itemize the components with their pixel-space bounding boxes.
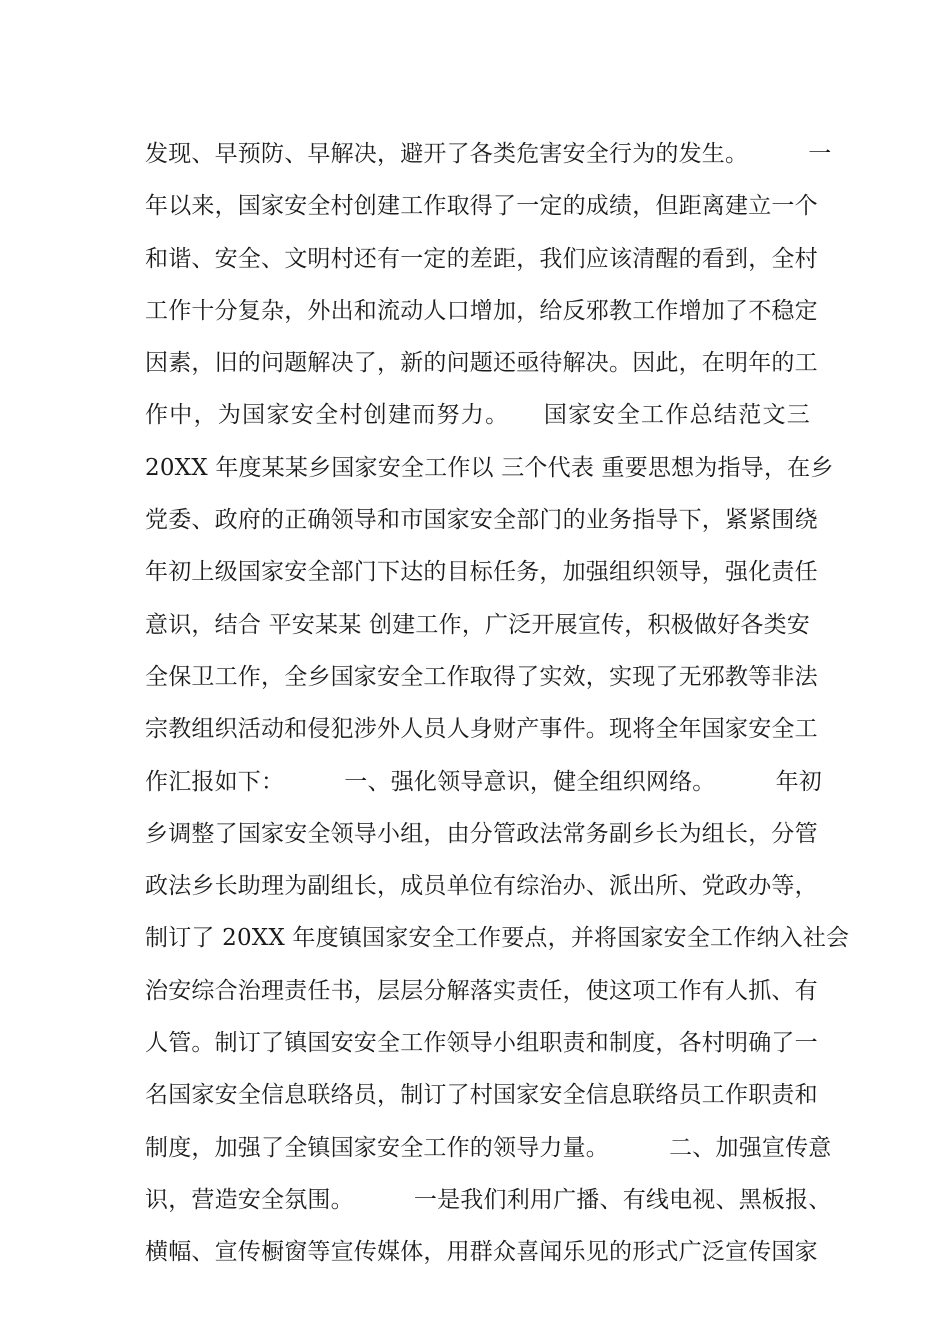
text-line: 宗教组织活动和侵犯涉外人员人身财产事件。现将全年国家安全工: [145, 716, 818, 743]
text-line: 作中，为国家安全村创建而努力。 国家安全工作总结范文三: [145, 402, 810, 429]
text-line: 作汇报如下： 一、强化领导意识，健全组织网络。 年初: [145, 768, 822, 795]
text-line: 工作十分复杂，外出和流动人口增加，给反邪教工作增加了不稳定: [145, 297, 818, 324]
text-line: 识，营造安全氛围。 一是我们利用广播、有线电视、黑板报、: [145, 1186, 832, 1213]
text-line: 和谐、安全、文明村还有一定的差距，我们应该清醒的看到，全村: [145, 245, 818, 272]
text-line: 制度，加强了全镇国家安全工作的领导力量。 二、加强宣传意: [145, 1134, 832, 1161]
text-line: 治安综合治理责任书，层层分解落实责任，使这项工作有人抓、有: [145, 977, 818, 1004]
text-line: 党委、政府的正确领导和市国家安全部门的业务指导下，紧紧围绕: [145, 507, 818, 534]
text-line: 全保卫工作，全乡国家安全工作取得了实效，实现了无邪教等非法: [145, 663, 818, 690]
text-line: 年初上级国家安全部门下达的目标任务，加强组织领导，强化责任: [145, 559, 818, 586]
text-line: 年以来，国家安全村创建工作取得了一定的成绩，但距离建立一个: [145, 193, 818, 220]
text-line: 制订了 20XX 年度镇国家安全工作要点，并将国家安全工作纳入社会: [145, 925, 850, 952]
text-line: 意识，结合 平安某某 创建工作，广泛开展宣传，积极做好各类安: [145, 611, 810, 638]
text-line: 发现、早预防、早解决，避开了各类危害安全行为的发生。 一: [145, 141, 832, 167]
text-line: 20XX 年度某某乡国家安全工作以 三个代表 重要思想为指导，在乡: [145, 454, 834, 481]
text-line: 因素，旧的问题解决了，新的问题还亟待解决。因此，在明年的工: [145, 350, 818, 377]
body-text: [145, 128, 850, 1279]
text-line: 政法乡长助理为副组长，成员单位有综治办、派出所、党政办等，: [145, 873, 818, 900]
text-line: 名国家安全信息联络员，制订了村国家安全信息联络员工作职责和: [145, 1082, 818, 1109]
text-line: 乡调整了国家安全领导小组，由分管政法常务副乡长为组长，分管: [145, 820, 818, 847]
text-line: 横幅、宣传橱窗等宣传媒体，用群众喜闻乐见的形式广泛宣传国家: [145, 1239, 818, 1266]
text-line: 人管。制订了镇国安安全工作领导小组职责和制度，各村明确了一: [145, 1030, 818, 1057]
